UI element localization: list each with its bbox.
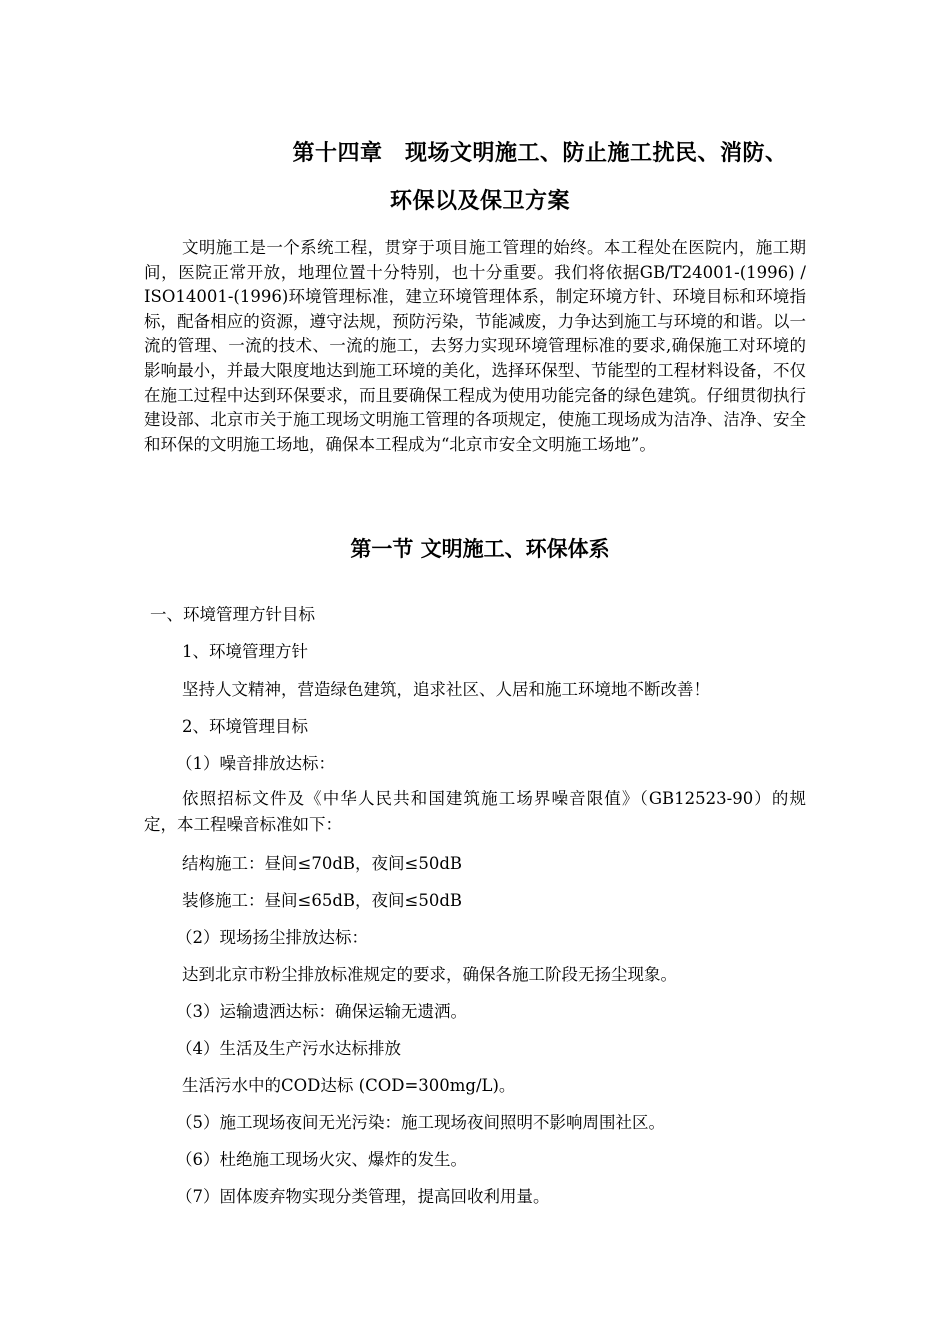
dust-text: 达到北京市粉尘排放标准规定的要求，确保各施工阶段无扬尘现象。 xyxy=(182,965,677,984)
intro-paragraph: 文明施工是一个系统工程，贯穿于项目施工管理的始终。本工程处在医院内，施工期间，医院正常开放，地理位置十分特别，也十分重要。我们将依据GB/T24001-(1996) / ISO14001-(1996)环境管理标准，建立环境管理体系，制定环境方针、环境目标和环境指标，配备相应的资源，遵守法规，预防污染，节能减废，力争达到施工与环境的和谐。以一流的管理、一流的技术、一流的施工，去努力实现环境管理标准的要求,确保施工对环境的影响最小，并最大限度地达到施工环境的美化，选择环保型、节能型的工程材料设备，不仅在施工过程中达到环保要求，而且要确保工程成为使用功能完备的绿色建筑。仔细贯彻执行建设部、北京市关于施工现场文明施工管理的各项规定，使施工现场成为洁净、洁净、安全和环保的文明施工场地，确保本工程成为“北京市安全文明施工场地”。 xyxy=(144,238,806,454)
section-title: 第一节 文明施工、环保体系 xyxy=(350,537,610,561)
subheading-goals: 2、环境管理目标 xyxy=(182,717,308,736)
subheading-policy: 1、环境管理方针 xyxy=(182,642,308,661)
goal-transport: （3）运输遗洒达标：确保运输无遗洒。 xyxy=(176,1002,467,1021)
goal-fire: （6）杜绝施工现场火灾、爆炸的发生。 xyxy=(176,1150,467,1169)
goal-wastewater: （4）生活及生产污水达标排放 xyxy=(176,1039,401,1058)
chapter-title-line2: 环保以及保卫方案 xyxy=(389,189,570,214)
wastewater-text: 生活污水中的COD达标 (COD=300mg/L)。 xyxy=(182,1076,516,1095)
noise-structure: 结构施工：昼间≤70dB，夜间≤50dB xyxy=(182,854,463,873)
goal-noise: （1）噪音排放达标： xyxy=(176,754,335,773)
heading-environment-policy-goals: 一、环境管理方针目标 xyxy=(150,605,315,624)
goal-light: （5）施工现场夜间无光污染：施工现场夜间照明不影响周围社区。 xyxy=(176,1113,665,1132)
policy-text: 坚持人文精神，营造绿色建筑，追求社区、人居和施工环境地不断改善！ xyxy=(182,680,710,699)
goal-dust: （2）现场扬尘排放达标： xyxy=(176,928,368,947)
chapter-title-line1: 第十四章 现场文明施工、防止施工扰民、消防、 xyxy=(292,141,788,166)
noise-decoration: 装修施工：昼间≤65dB，夜间≤50dB xyxy=(182,891,463,910)
noise-standard-paragraph: 依照招标文件及《中华人民共和国建筑施工场界噪音限值》（GB12523-90）的规定，本工程噪音标准如下： xyxy=(144,789,806,834)
goal-solid-waste: （7）固体废弃物实现分类管理，提高回收利用量。 xyxy=(176,1187,550,1206)
